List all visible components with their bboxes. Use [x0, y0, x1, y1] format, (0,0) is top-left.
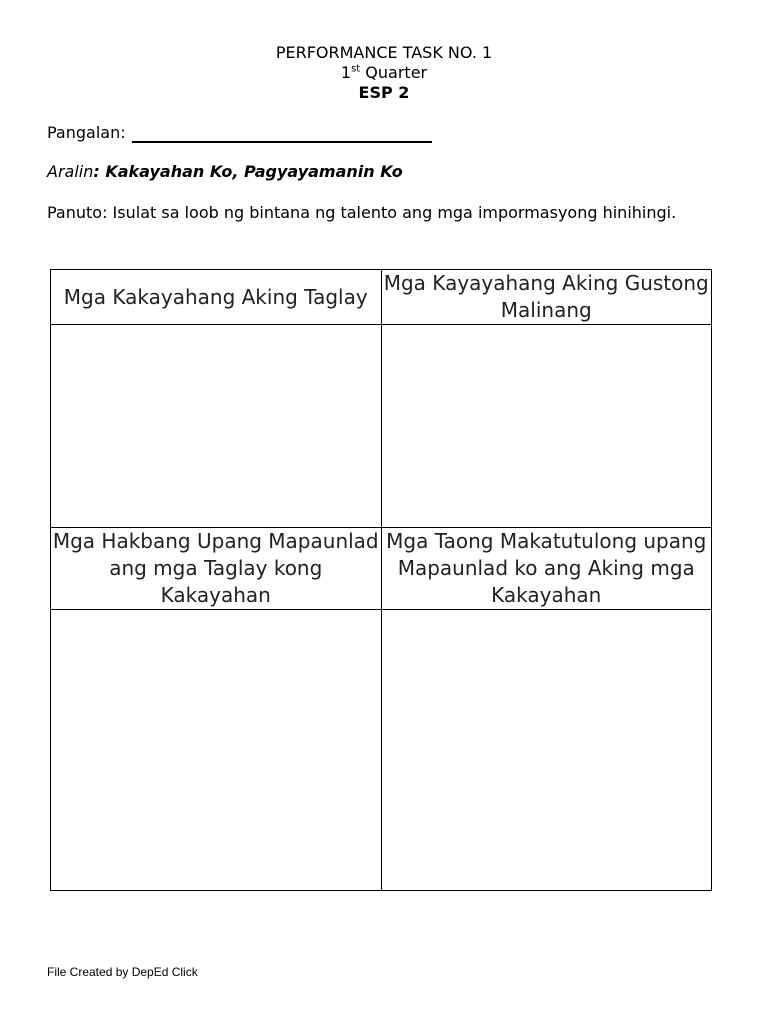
document-header: [0, 43, 768, 103]
answer-box-skills-to-develop[interactable]: [381, 325, 712, 528]
lesson-label: Aralin: [47, 162, 94, 181]
quarter-word: Quarter: [365, 63, 428, 82]
heading-skills-to-develop: Mga Kayayahang Aking Gustong Malinang: [381, 270, 712, 325]
lesson-title: : Kakayahan Ko, Pagyayamanin Ko: [93, 162, 403, 181]
name-blank-line[interactable]: [132, 125, 432, 143]
answer-box-steps-to-improve[interactable]: [51, 610, 382, 891]
subject-title: ESP 2: [358, 83, 410, 102]
quarter-line: [0, 63, 768, 83]
heading-skills-possessed: Mga Kakayahang Aking Taglay: [51, 270, 382, 325]
quarter-ordinal: 1: [340, 63, 352, 82]
answer-box-people-who-help[interactable]: [381, 610, 712, 891]
name-label: Pangalan:: [47, 123, 126, 142]
footer-credit: File Created by DepEd Click: [47, 965, 198, 979]
heading-people-who-help: Mga Taong Makatutulong upang Mapaunlad ko ang Aking mga Kakayahan: [381, 528, 712, 610]
talent-window-table: [50, 269, 712, 891]
name-row: [47, 123, 432, 143]
instructions: Panuto: Isulat sa loob ng bintana ng talento ang mga impormasyong hinihingi.: [47, 203, 677, 222]
task-title: PERFORMANCE TASK NO. 1: [275, 43, 493, 62]
quarter-suffix: st: [351, 63, 361, 75]
heading-steps-to-improve: Mga Hakbang Upang Mapaunlad ang mga Taglay kong Kakayahan: [51, 528, 382, 610]
lesson-line: [47, 162, 403, 182]
answer-box-skills-possessed[interactable]: [51, 325, 382, 528]
